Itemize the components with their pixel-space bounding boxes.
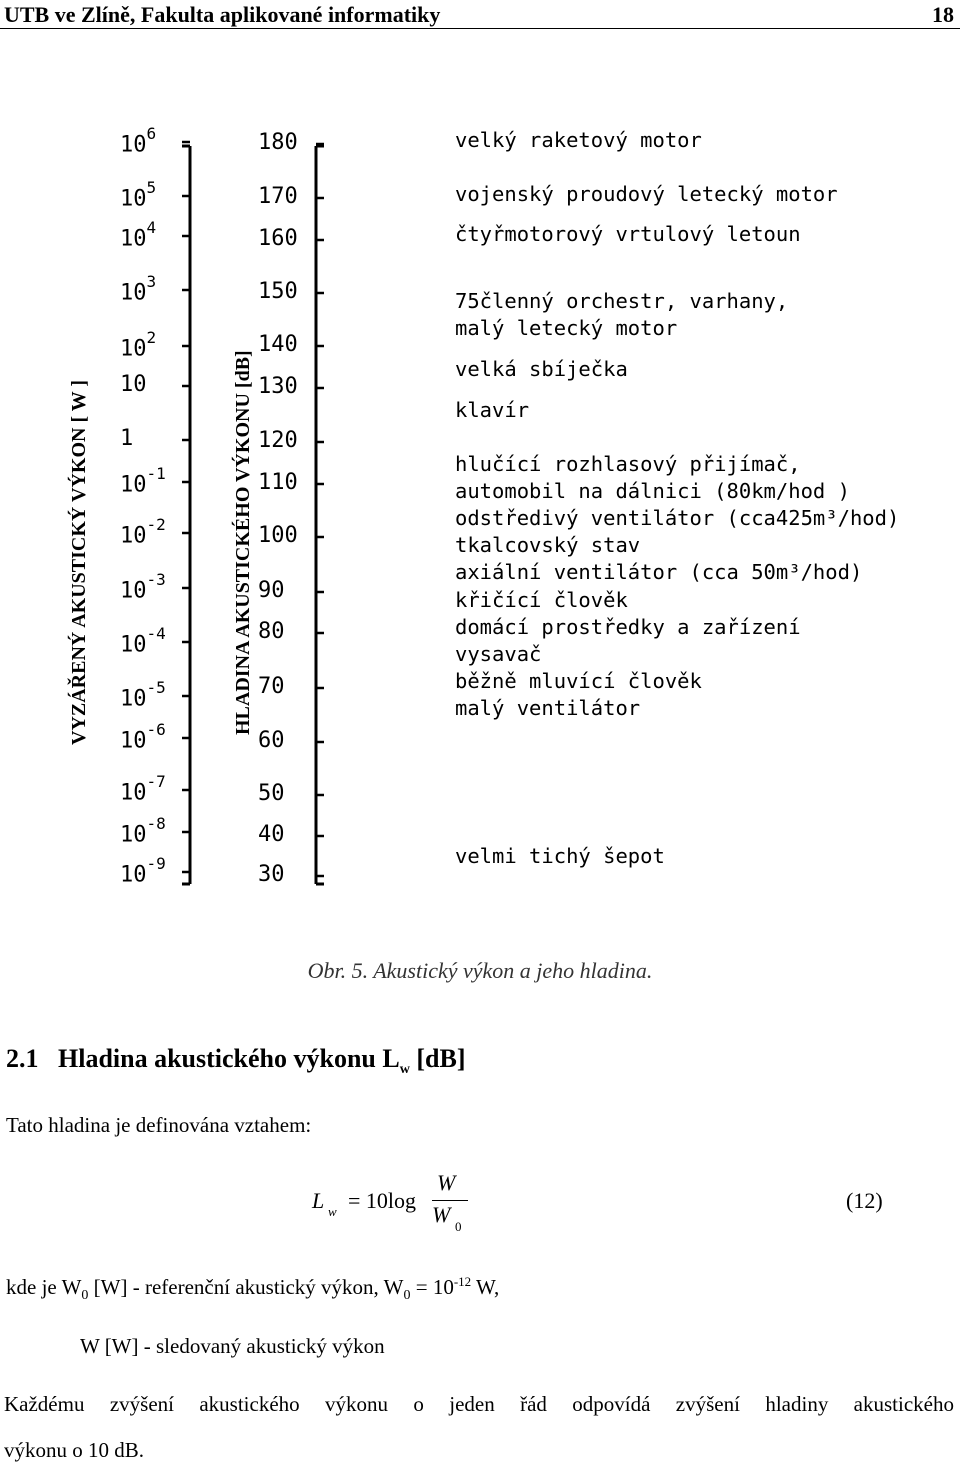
where-a-sub: 0 <box>81 1288 89 1304</box>
source-description: velmi tichý šepot <box>455 844 665 868</box>
w-tick-label: 1 <box>120 426 134 451</box>
eq-numerator: W <box>437 1170 456 1195</box>
figure-caption: Obr. 5. Akustický výkon a jeho hladina. <box>307 958 653 983</box>
db-tick-label: 70 <box>258 674 285 699</box>
w-tick-label: $10^2$ <box>120 328 157 362</box>
section-title: Hladina akustického výkonu L <box>58 1044 400 1073</box>
w-tick-label: $10^{-3}$ <box>120 570 166 604</box>
w-tick-label: $10^4$ <box>120 218 157 252</box>
where-c-sup: -12 <box>453 1274 472 1289</box>
w-tick-label: $10^6$ <box>120 124 157 158</box>
db-tick-label: 160 <box>258 226 298 251</box>
where-line-2: W [W] - sledovaný akustický výkon <box>80 1334 385 1358</box>
where-line-1 <box>6 1274 499 1304</box>
where-d: W, <box>471 1275 500 1299</box>
w-tick-label: 10 <box>120 372 147 397</box>
w-tick-label: $10^{-8}$ <box>120 814 166 848</box>
db-tick-label: 130 <box>258 374 298 399</box>
eq-lhs-sub: w <box>328 1204 337 1219</box>
eq-lhs: L <box>312 1188 325 1213</box>
db-axis-title: HLADINA AKUSTICKÉHO VÝKONU [dB] <box>232 350 254 735</box>
db-tick-label: 140 <box>258 332 298 357</box>
paragraph-line-1: Každému zvýšení akustického výkonu o jeden řád odpovídá zvýšení hladiny akustického <box>4 1392 954 1416</box>
source-description: vojenský proudový letecký motor <box>455 182 838 206</box>
intro-text: Tato hladina je definována vztahem: <box>6 1113 312 1137</box>
w-tick-label: $10^{-4}$ <box>120 624 166 658</box>
source-description: běžně mluvící člověk <box>455 669 702 693</box>
where-b: [W] - referenční akustický výkon, W <box>88 1275 404 1299</box>
section-heading <box>6 1044 465 1078</box>
db-tick-label: 150 <box>258 279 298 304</box>
source-description: automobil na dálnici (80km/hod ) <box>455 479 850 503</box>
w-tick-label: $10^{-2}$ <box>120 515 166 549</box>
header-title: UTB ve Zlíně, Fakulta aplikované informatiky <box>4 2 441 27</box>
w-tick-label: $10^{-6}$ <box>120 720 166 754</box>
source-description: klavír <box>455 398 530 422</box>
source-description: vysavač <box>455 642 542 666</box>
db-tick-label: 90 <box>258 578 285 603</box>
where-c: = 10 <box>410 1275 454 1299</box>
eq-operator: = 10log <box>348 1188 417 1213</box>
db-tick-label: 170 <box>258 184 298 209</box>
db-tick-label: 80 <box>258 619 285 644</box>
source-description: odstředivý ventilátor (cca425m³/hod) <box>455 506 900 530</box>
where-a: kde je W <box>6 1275 82 1299</box>
equation-number: (12) <box>846 1188 883 1213</box>
db-tick-label: 40 <box>258 822 285 847</box>
w-tick-label: $10^{-1}$ <box>120 464 166 498</box>
w-tick-label: $10^3$ <box>120 272 157 306</box>
w-axis-title: VYZÁŘENÝ AKUSTICKÝ VÝKON [ W ] <box>68 379 90 745</box>
equation <box>312 1168 512 1248</box>
source-description: malý ventilátor <box>455 696 641 720</box>
section-number: 2.1 <box>6 1044 39 1073</box>
source-description: křičící člověk <box>455 588 628 612</box>
fraction-bar <box>432 1200 468 1201</box>
db-tick-label: 60 <box>258 728 285 753</box>
source-description: axiální ventilátor (cca 50m³/hod) <box>455 560 863 584</box>
source-description: 75členný orchestr, varhany, <box>455 289 789 313</box>
eq-denominator-sub: 0 <box>455 1219 462 1234</box>
w-tick-label: $10^{-9}$ <box>120 854 166 888</box>
db-tick-label: 110 <box>258 470 298 495</box>
source-description: čtyřmotorový vrtulový letoun <box>455 222 801 246</box>
source-description: malý letecký motor <box>455 316 678 340</box>
w-tick-label: $10^5$ <box>120 178 157 212</box>
db-tick-label: 50 <box>258 781 285 806</box>
db-tick-label: 100 <box>258 523 298 548</box>
source-description: tkalcovský stav <box>455 533 641 557</box>
where-b-sub: 0 <box>403 1288 411 1304</box>
paragraph-line-2: výkonu o 10 dB. <box>4 1438 145 1462</box>
section-unit: [dB] <box>409 1044 466 1073</box>
w-tick-label: $10^{-5}$ <box>120 678 166 712</box>
db-tick-label: 180 <box>258 130 298 155</box>
source-description: hlučící rozhlasový přijímač, <box>455 452 801 476</box>
db-tick-label: 30 <box>258 862 285 887</box>
section-title-sub: w <box>399 1062 410 1078</box>
source-description: domácí prostředky a zařízení <box>455 615 801 639</box>
source-description: velká sbíječka <box>455 357 628 381</box>
page-number: 18 <box>932 2 954 27</box>
w-tick-label: $10^{-7}$ <box>120 772 166 806</box>
source-description: velký raketový motor <box>455 128 702 152</box>
db-tick-label: 120 <box>258 428 298 453</box>
eq-denominator: W <box>432 1202 451 1227</box>
